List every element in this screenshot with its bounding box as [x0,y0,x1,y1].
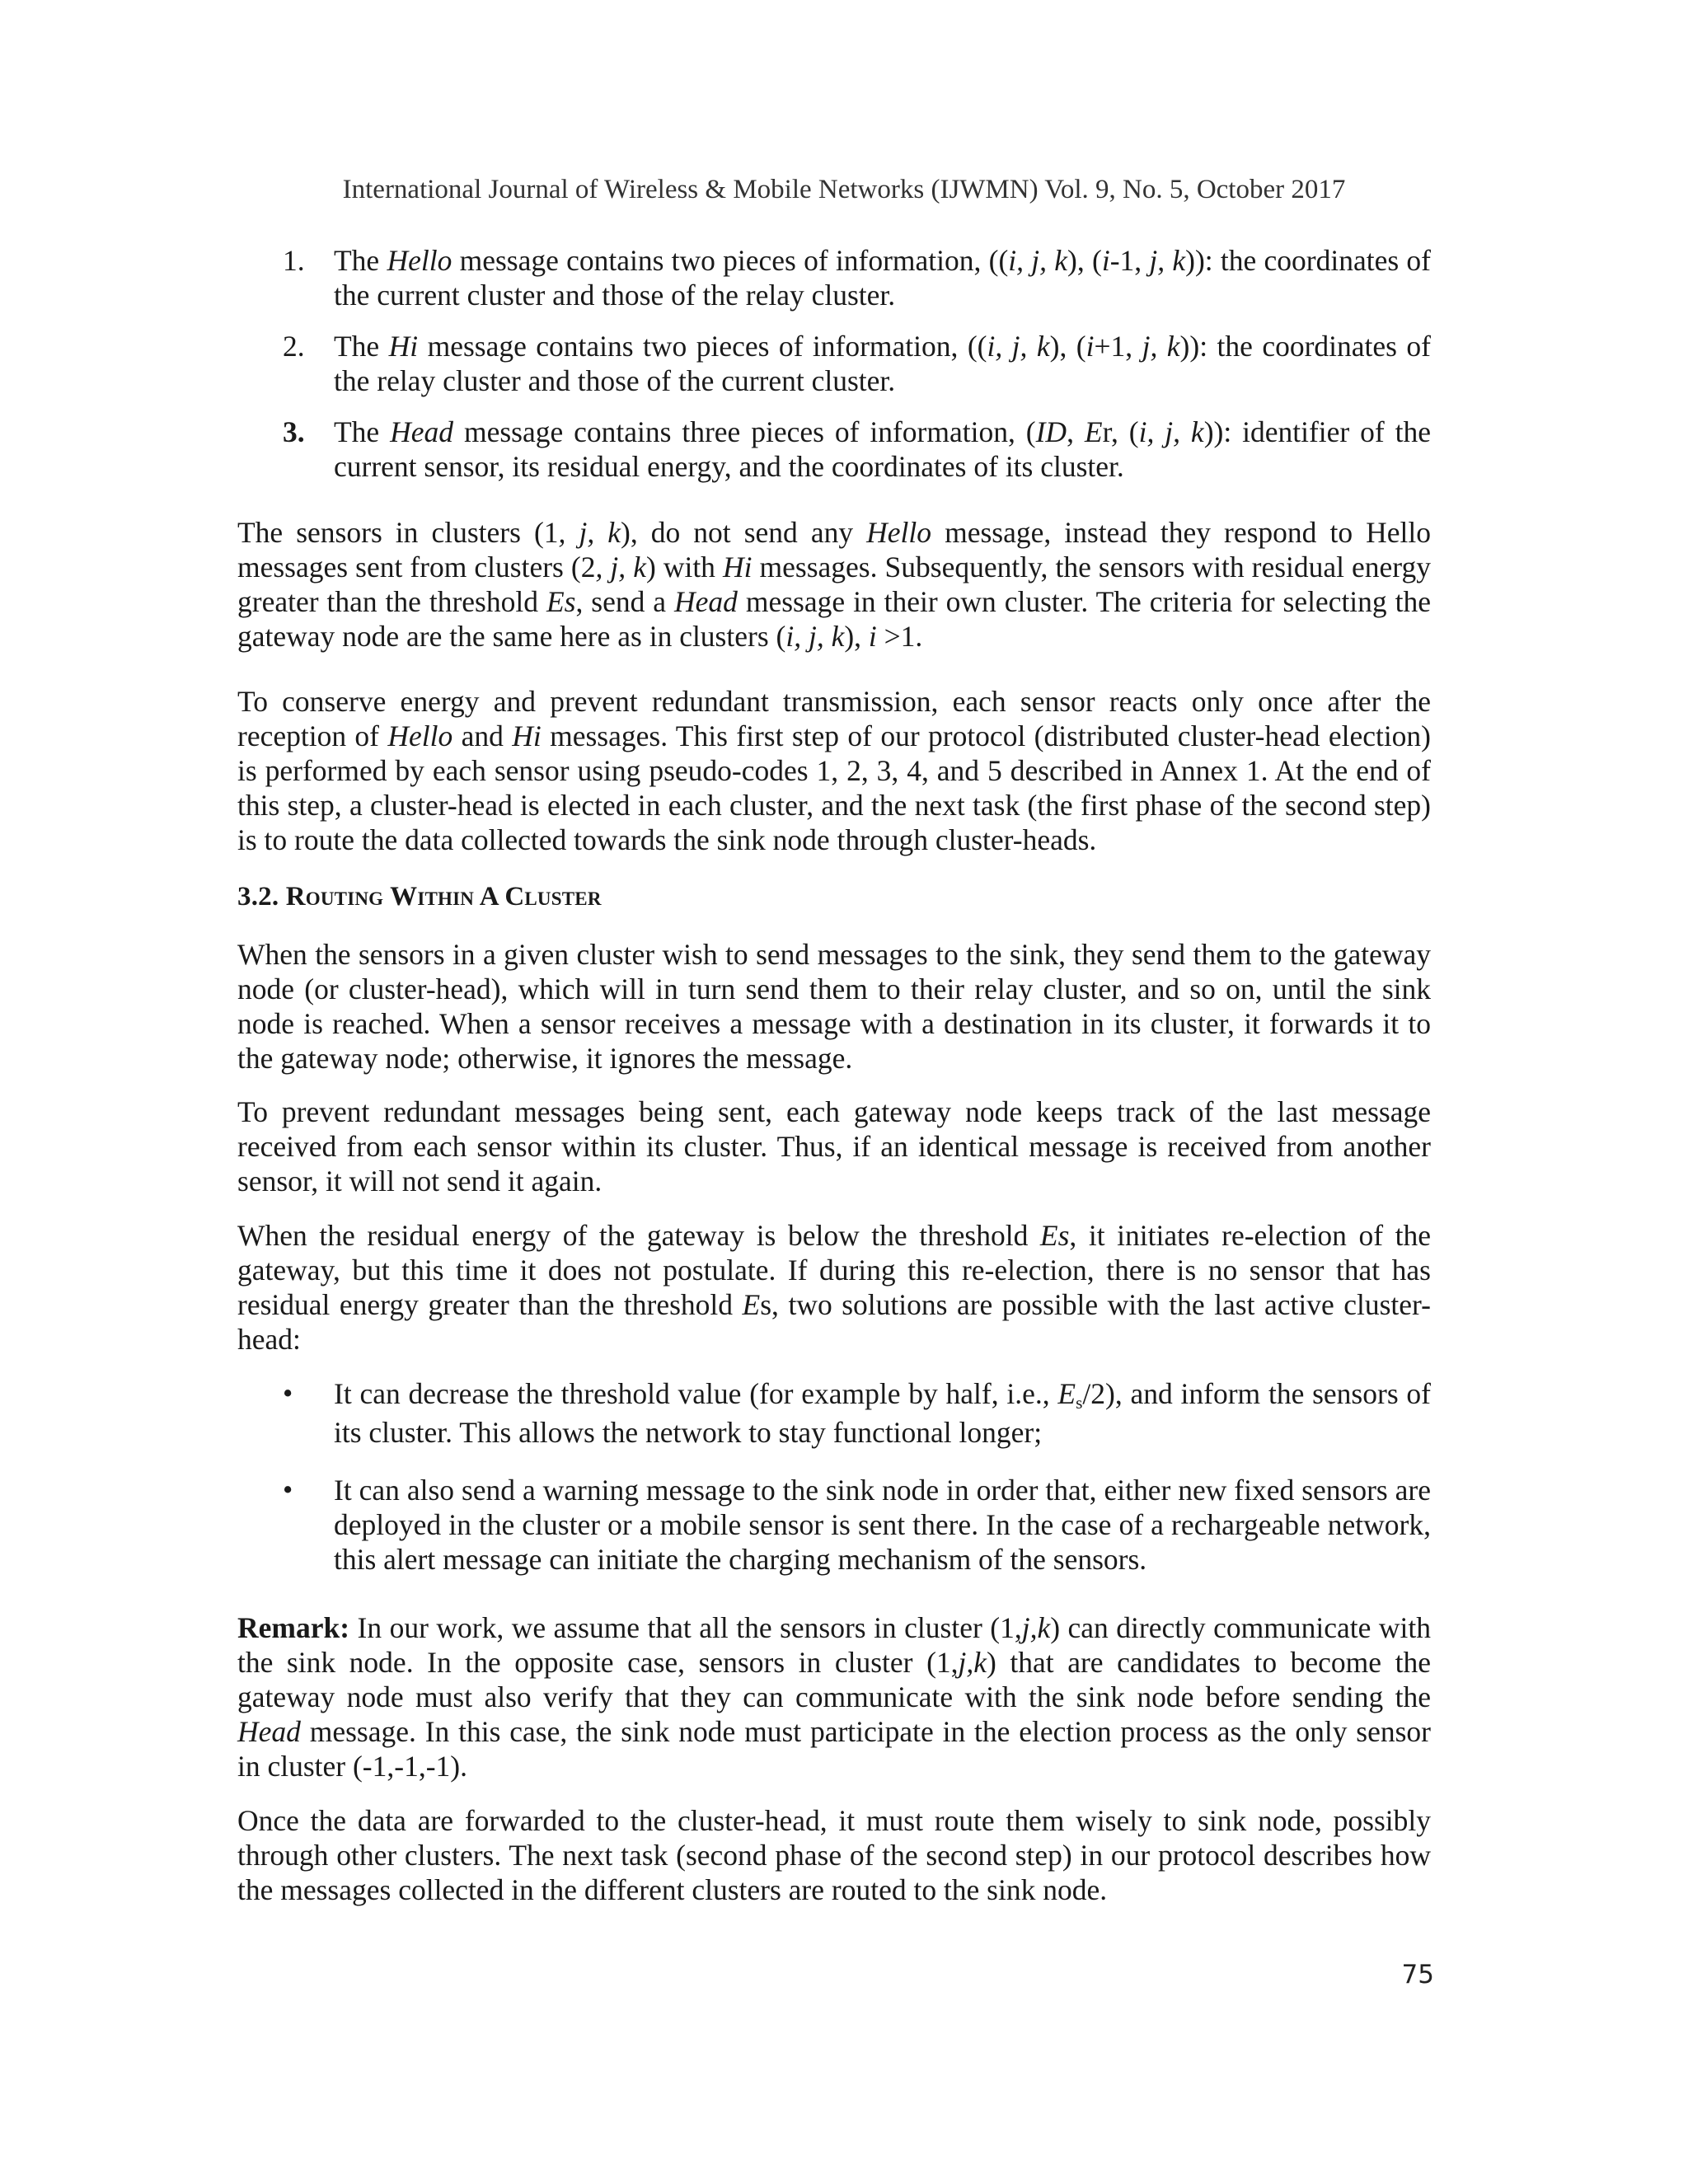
paragraph-block [237,1803,1431,1907]
italic-term: E [742,1288,761,1321]
text-run: message in their own cluster. The criteria for selecting the gateway node are the same here as in clusters ( [237,585,1431,653]
italic-term: Hi [512,719,542,752]
text-run: In our work, we assume that all the sensors in cluster (1, [349,1611,1022,1644]
text-run: and [452,719,513,752]
list-item [237,415,1431,484]
text-run: ), [844,620,869,653]
italic-term: Head [674,585,738,618]
italic-term: j,k [958,1646,987,1679]
paragraph-block [237,1094,1431,1198]
text-run: message contains three pieces of information, ( [453,415,1036,448]
italic-term: Head [390,415,454,448]
text-run: -1, [1109,244,1150,277]
italic-term: i [1101,244,1110,277]
text-run: ), ( [1067,244,1102,277]
bullet-list-block [237,1376,1431,1600]
italic-term: i, j, k [987,330,1050,363]
bullet-icon: • [283,1474,293,1506]
numbered-list-block [237,243,1431,500]
paragraph-block [237,684,1431,857]
paragraph: Once the data are forwarded to the cluster-head, it must route them wisely to sink node, possibly through other clusters. The next task (second phase of the second step) in our protocol describes how the messages collected in the different clusters are routed to the sink node. [237,1804,1431,1906]
italic-term: i, j, k [1008,244,1068,277]
italic-term: i, j, k [785,620,845,653]
text-run: When the residual energy of the gateway is below the threshold [237,1219,1040,1252]
remark-block [237,1610,1431,1783]
bullet-list [237,1376,1431,1577]
remark-label: Remark: [237,1611,350,1644]
text-run: ), do not send any [621,516,867,549]
text-run: ) with [645,551,723,583]
text-run: s, two solutions are possible with the last active cluster-head: [237,1288,1431,1356]
bullet-item [237,1376,1431,1450]
text-run: message. In this case, the sink node must participate in the election process as the only sensor in cluster (-1,-1,-1). [237,1715,1431,1783]
list-marker: 1. [283,244,305,277]
paragraph [237,515,1431,654]
italic-term: , j, k [558,516,621,549]
italic-term: , j, k [595,551,646,583]
text-run: /2), and inform the sensors of its cluster. This allows the network to stay functional longer; [334,1377,1431,1449]
text-run: The [334,244,387,277]
paragraph [237,684,1431,857]
text-run: , [1067,415,1085,448]
paragraph [237,1218,1431,1357]
italic-term: i [1085,330,1095,363]
text-run: message contains two pieces of information, (( [418,330,987,363]
subscript: s [1076,1393,1083,1413]
bullet-icon: • [283,1377,293,1409]
italic-term: E [1057,1377,1076,1410]
italic-term: j, k [1142,330,1180,363]
text-run: message, instead they respond to Hello messages sent from clusters (2 [237,516,1432,583]
text-run: It can also send a warning message to the sink node in order that, either new fixed sensors are deployed in the cluster or a mobile sensor is sent there. In the case of a rechargeable network, this alert message can initiate the charging mechanism of the sensors. [334,1474,1431,1576]
italic-term: Hello [866,516,932,549]
italic-term: Hello [387,244,452,277]
text-run: To conserve energy and prevent redundant transmission, each sensor reacts only once after the reception of [237,685,1431,752]
paragraph-block [237,515,1431,654]
italic-term: Head [237,1715,301,1748]
list-item [237,329,1431,398]
section-heading-block [237,882,1431,912]
italic-term: E [1084,415,1103,448]
bullet-item [237,1473,1431,1577]
italic-term: i, j, k [1138,415,1204,448]
text-run: +1, [1094,330,1142,363]
remark-paragraph [237,1610,1431,1783]
paragraph: To prevent redundant messages being sent, each gateway node keeps track of the last message received from each sensor within its cluster. Thus, if an identical message is received from another sensor, it will not send it again. [237,1095,1431,1197]
text-run: )): the coordinates of the current cluster and those of the relay cluster. [334,244,1431,312]
numbered-list [237,243,1431,484]
text-run: ) that are candidates to become the gateway node must also verify that they can communicate with the sink node before sending the [237,1646,1431,1713]
italic-term: Hello [387,719,453,752]
paragraph-block [237,1218,1431,1357]
text-run: )): the coordinates of the relay cluster and those of the current cluster. [334,330,1431,397]
italic-term: Es [1039,1219,1070,1252]
running-header: International Journal of Wireless & Mobile Networks (IJWMN) Vol. 9, No. 5, October 2017 [342,175,1346,204]
text-run: The sensors in clusters (1 [237,516,559,549]
text-run: ) can directly communicate with the sink node. In the opposite case, sensors in cluster (1, [237,1611,1431,1679]
section-heading: 3.2. Routing Within A Cluster [237,882,602,912]
italic-term: j,k [1021,1611,1051,1644]
text-run: , send a [575,585,674,618]
text-run: The [334,330,389,363]
italic-term: Es [546,585,576,618]
italic-term: Hi [723,551,753,583]
text-run: The [334,415,391,448]
list-marker: 3. [283,415,305,448]
list-item [237,243,1431,312]
paragraph: When the sensors in a given cluster wish to send messages to the sink, they send them to the gateway node (or cluster-head), which will in turn send them to their relay cluster, and so on, until the sink node is reached. When a sensor receives a message with a destination in its cluster, it forwards it to the gateway node; otherwise, it ignores the message. [237,938,1431,1075]
text-run: messages. Subsequently, the sensors with residual energy greater than the threshold [237,551,1431,618]
text-run: message contains two pieces of information, (( [452,244,1009,277]
italic-term: j, k [1149,244,1186,277]
paragraph-block [237,937,1431,1076]
text-run: messages. This first step of our protocol (distributed cluster-head election) is performed by each sensor using pseudo-codes 1, 2, 3, 4, and 5 described in Annex 1. At the end of this step, a cluster-head is elected in each cluster, and the next task (the first phase of the second step) is to route the data collected towards the sink node through cluster-heads. [237,719,1432,856]
text-run: r, ( [1102,415,1139,448]
italic-term: Hi [388,330,419,363]
list-marker: 2. [283,330,305,363]
text-run: ), ( [1049,330,1086,363]
text-run: , it initiates re-election of the gateway, but this time it does not postulate. If during this re-election, there is no sensor that has residual energy greater than the threshold [237,1219,1431,1321]
page-number: 75 [1401,1960,1434,1990]
text-run: It can decrease the threshold value (for example by half, i.e., [334,1377,1058,1410]
italic-term: i [868,620,877,653]
italic-term: ID [1035,415,1067,448]
text-run: >1. [876,620,923,653]
text-run: )): identifier of the current sensor, its residual energy, and the coordinates of its cluster. [334,415,1432,483]
